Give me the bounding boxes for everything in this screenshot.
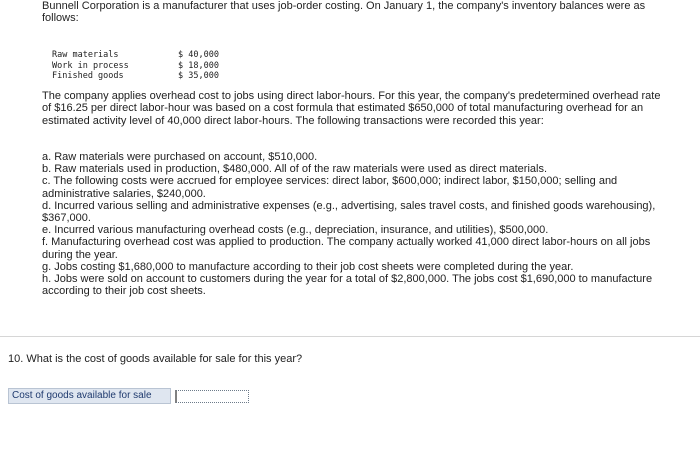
balance-value: $ 35,000	[178, 71, 219, 81]
inventory-balances-table	[52, 50, 219, 82]
overhead-paragraph: The company applies overhead cost to jobs using direct labor-hours. For this year, the company's predetermined overhead rate of $16.25 per direct labor-hour was based on a cost formula that estimated $650,000 of total manufacturing overhead for an estimated activity level of 40,000 direct labor-hours. The following transactions were recorded this year:	[42, 90, 661, 127]
balance-value: $ 18,000	[178, 60, 219, 71]
transaction-item: f. Manufacturing overhead cost was applied to production. The company actually worked 41,000 direct labor-hours on all jobs during the year.	[42, 236, 651, 261]
balance-row-finished-goods	[52, 71, 219, 82]
transactions-list	[42, 151, 672, 297]
balance-label: Raw materials	[52, 50, 119, 60]
balance-row-work-in-process	[52, 61, 219, 72]
balance-label: Finished goods	[52, 71, 124, 81]
transaction-item: g. Jobs costing $1,680,000 to manufacture according to their job cost sheets were completed during the year.	[42, 260, 574, 273]
balance-row-raw-materials	[52, 50, 219, 61]
transaction-item: b. Raw materials used in production, $480,000. All of of the raw materials were used as direct materials.	[42, 163, 548, 176]
transaction-item: d. Incurred various selling and administrative expenses (e.g., advertising, sales travel costs, and finished goods warehousing), $367,000.	[42, 199, 656, 225]
balance-label: Work in process	[52, 60, 129, 71]
transaction-item: c. The following costs were accrued for employee services: direct labor, $600,000; indirect labor, $150,000; selling and administrative salaries, $240,000.	[42, 175, 618, 200]
problem-intro: Bunnell Corporation is a manufacturer that uses job-order costing. On January 1, the company's inventory balances were as follows:	[42, 0, 646, 24]
question-text: 10. What is the cost of goods available for sale for this year?	[8, 353, 303, 365]
balance-value: $ 40,000	[178, 50, 219, 60]
answer-label: Cost of goods available for sale	[8, 388, 171, 404]
transaction-item: h. Jobs were sold on account to customers during the year for a total of $2,800,000. The jobs cost $1,690,000 to manufacture according to their job cost sheets.	[42, 273, 653, 298]
transaction-item: a. Raw materials were purchased on account, $510,000.	[42, 151, 318, 163]
answer-row	[8, 388, 249, 404]
answer-input[interactable]	[175, 390, 249, 403]
section-divider	[0, 336, 700, 337]
transaction-item: e. Incurred various manufacturing overhead costs (e.g., depreciation, insurance, and utilities), $500,000.	[42, 224, 549, 237]
